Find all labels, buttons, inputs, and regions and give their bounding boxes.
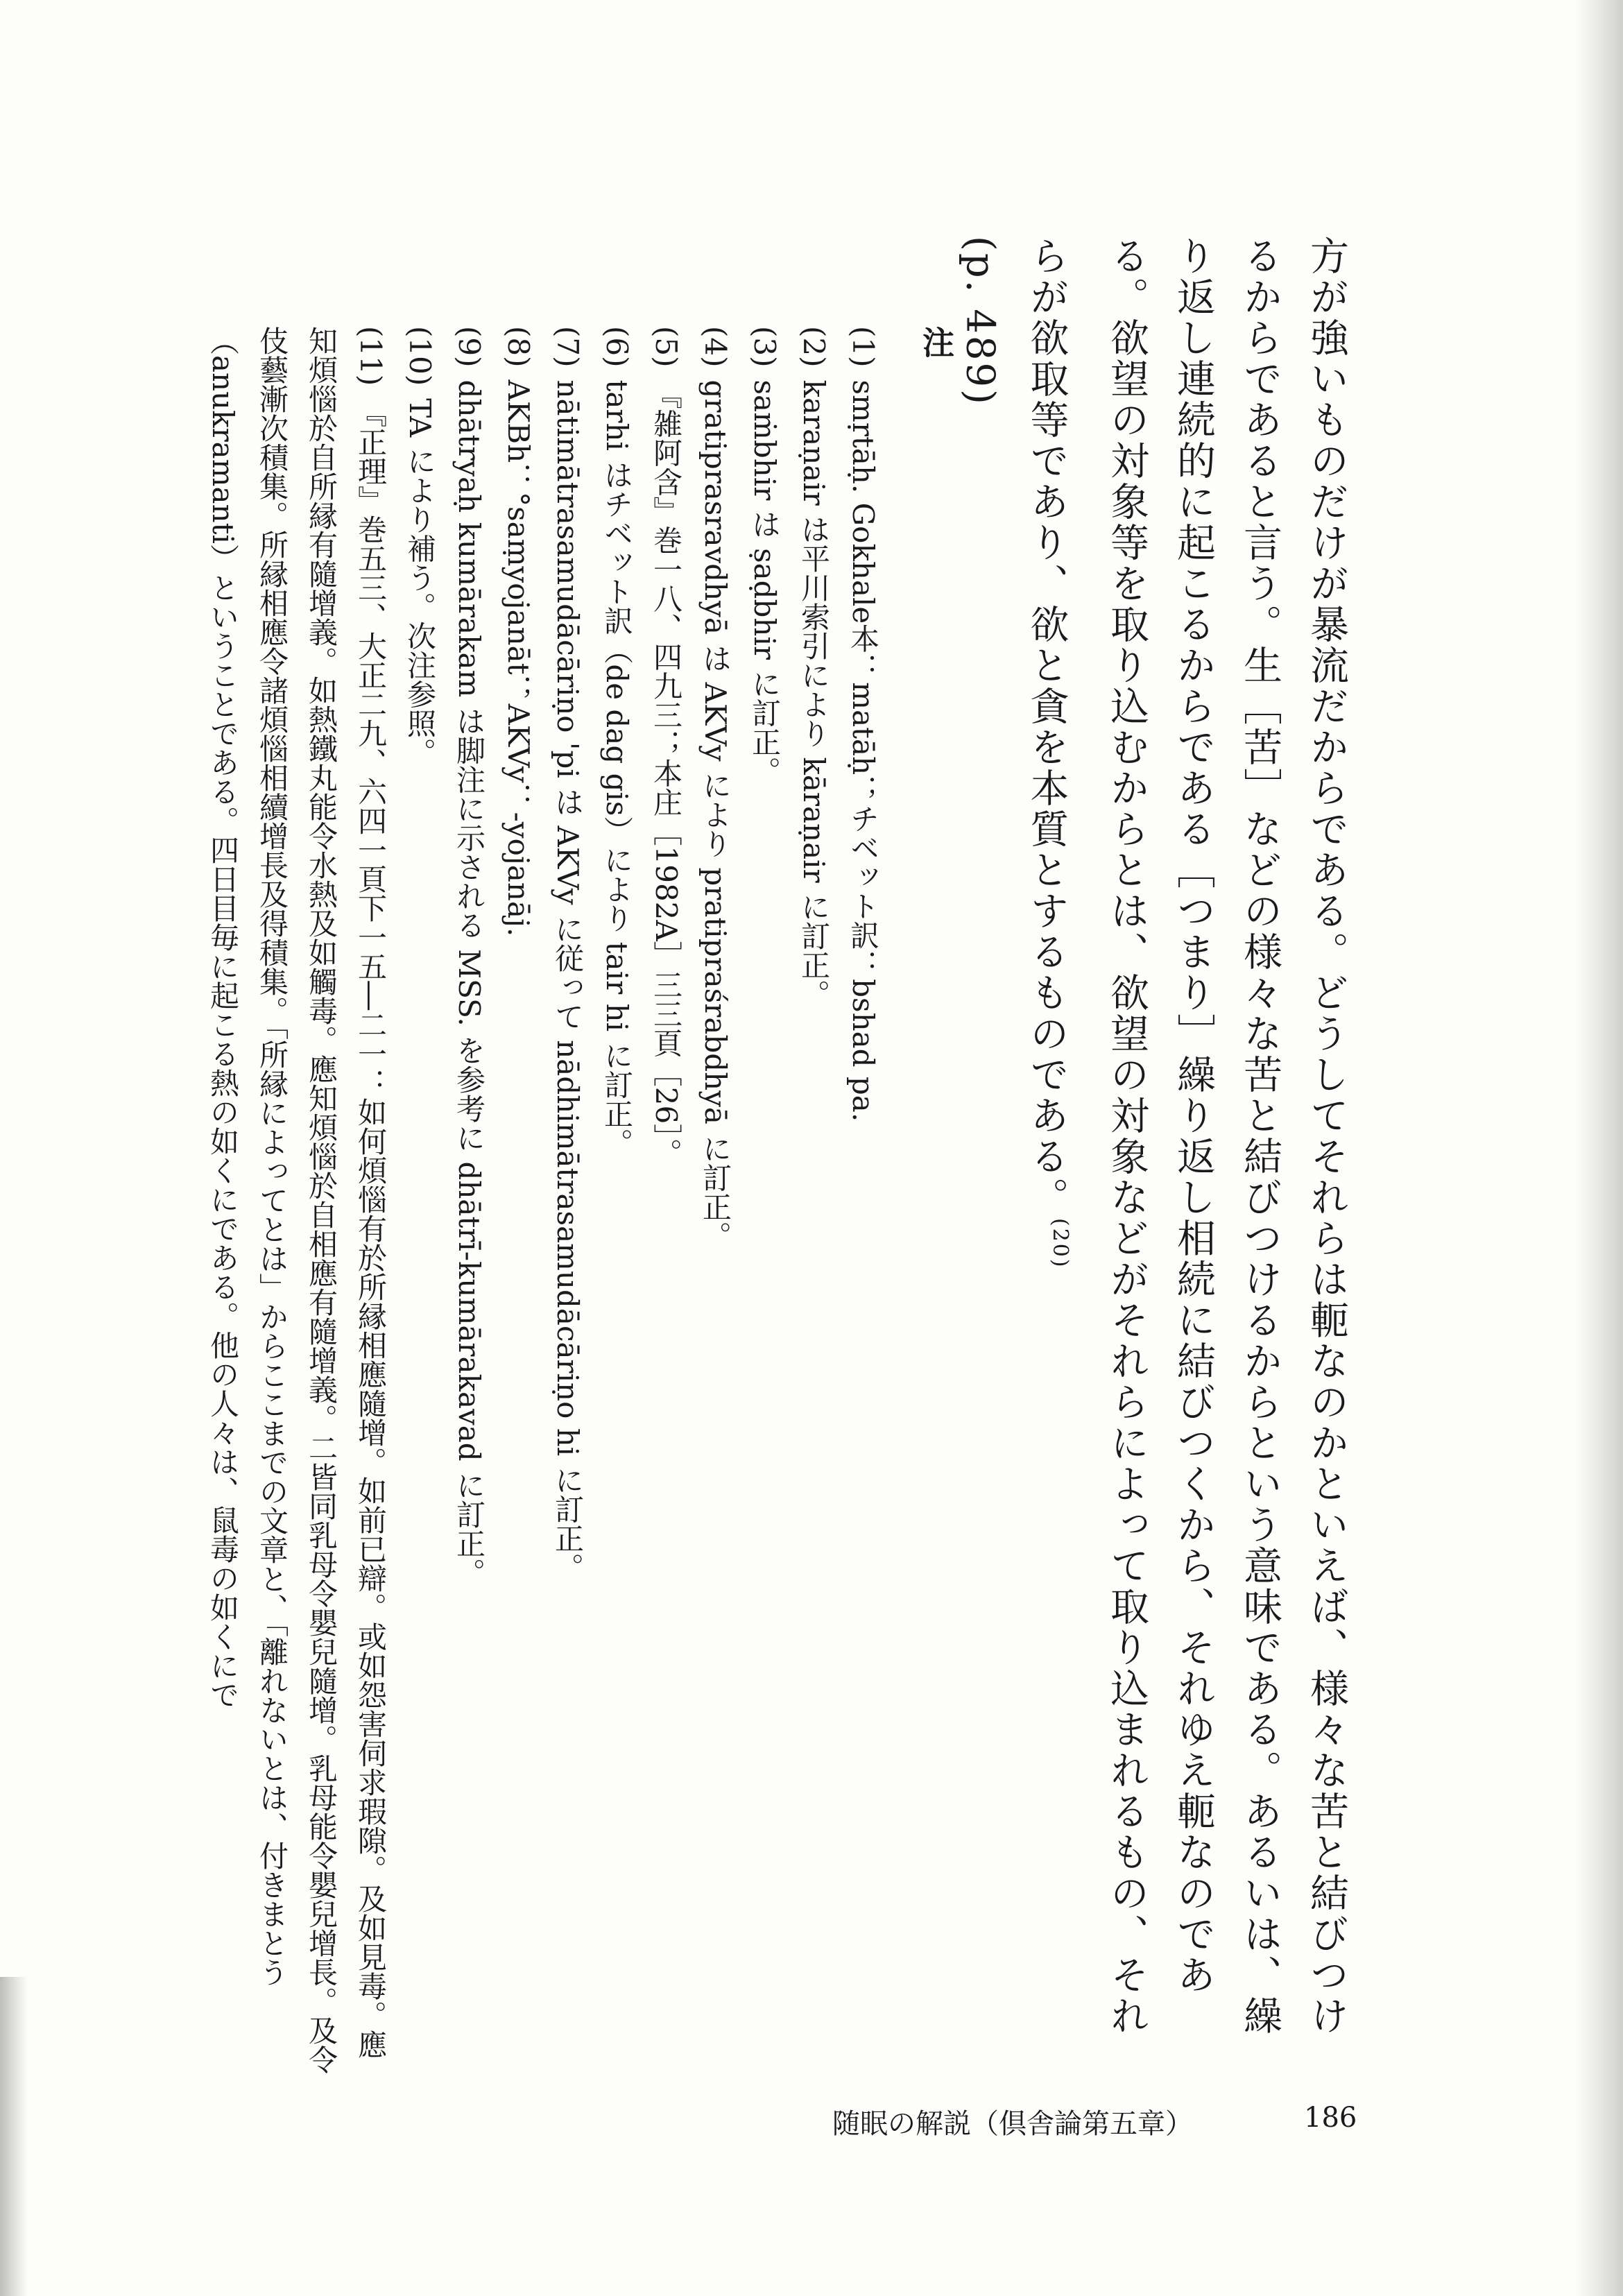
note-text: AKBh：°saṃyojanāt；AKVy：-yojanāj. bbox=[501, 379, 535, 937]
note-item bbox=[789, 326, 839, 2074]
notes-heading: 注 bbox=[918, 326, 955, 358]
note-number: (7) bbox=[551, 326, 585, 368]
note-number: (4) bbox=[698, 326, 732, 368]
note-text: dhātryaḥ kumārakam は脚注に示される MSS. を参考に dhātrī-kumārakavad に訂正。 bbox=[452, 379, 486, 1587]
note-text: karaṇair は平川索引により kāraṇair に訂正。 bbox=[797, 379, 831, 1009]
running-head: 随眠の解説（倶舎論第五章） bbox=[832, 2108, 1193, 2140]
note-number: (5) bbox=[649, 326, 683, 368]
note-text: 『雑阿含』巻一八、四九三；本庄［1982A］三三頁［26］。 bbox=[649, 379, 683, 1168]
note-text: smṛtāḥ. Gokhale本：matāḥ；チベット訳：bshad pa. bbox=[846, 379, 880, 1122]
main-paragraph bbox=[1013, 236, 1359, 2039]
note-text: saṁbhir は ṣaḍbhir に訂正。 bbox=[748, 379, 782, 786]
note-number: (9) bbox=[452, 326, 486, 368]
note-text: nātimātrasamudācāriṇo 'pi は AKVy に従って nādhimātrasamudācāriṇo hi に訂正。 bbox=[551, 379, 585, 1582]
note-number: (8) bbox=[501, 326, 535, 368]
note-text: 『正理』巻五三、大正二九、六四一頁下一五―二一：如何煩惱有於所縁相應隨增。如前已辯。或如怨害伺求瑕隙。及如見毒。應知煩惱於自所縁有隨增義。如熱鐵丸能令水熱及如觸毒。應知煩惱於自相應有隨增義。二皆同乳母令嬰兒隨增。乳母能令嬰兒增長。及令伎藝漸次積集。所縁相應令諸煩惱相續增長及得積集。「所縁によってとは」からここまでの文章と、「離れないとは、付きまとう（anukramanti）ということである。四日目毎に起こる熱の如くにである。他の人々は、鼠毒の如くにで bbox=[206, 326, 388, 2074]
note-text: gratiprasravdhyā は AKVy により pratipraśrabdhyā に訂正。 bbox=[698, 379, 732, 1251]
note-item bbox=[494, 326, 543, 2074]
note-text: TA により補う。次注参照。 bbox=[403, 398, 437, 767]
scan-shadow-right bbox=[1574, 0, 1623, 2296]
main-paragraph-text: 方が強いものだけが暴流だからである。どうしてそれらは軛なのかといえば、様々な苦と結びつけるからであると言う。生［苦］などの様々な苦と結びつけるからという意味である。あるいは、繰り返し連続的に起こるからである［つまり］繰り返し相続に結びつくから、それゆえ軛なのである。欲望の対象等を取り込むからとは、欲望の対象などがそれらによって取り込まれるもの、それらが欲取等であり、欲と貪を本質とするものである。 bbox=[1024, 236, 1349, 2037]
note-number: (1) bbox=[846, 326, 880, 368]
footnote-ref-20: (20) bbox=[1048, 1218, 1072, 1269]
note-number: (3) bbox=[748, 326, 782, 368]
note-item bbox=[642, 326, 691, 2074]
note-number: (6) bbox=[600, 326, 634, 368]
note-item bbox=[592, 326, 642, 2074]
notes-list bbox=[0, 326, 888, 2074]
note-number: (10) bbox=[403, 326, 437, 386]
page-reference: (p. 489) bbox=[957, 236, 1003, 407]
note-number: (2) bbox=[797, 326, 831, 368]
note-item bbox=[543, 326, 592, 2074]
page-number: 186 bbox=[1304, 2102, 1357, 2134]
note-item bbox=[198, 326, 395, 2074]
note-item bbox=[445, 326, 494, 2074]
note-item bbox=[839, 326, 888, 2074]
note-text: tarhi はチベット訳（de dag gis）により tair hi に訂正。 bbox=[600, 379, 634, 1158]
note-item bbox=[691, 326, 740, 2074]
note-number: (11) bbox=[354, 326, 388, 386]
note-item bbox=[395, 326, 445, 2074]
note-item bbox=[740, 326, 789, 2074]
